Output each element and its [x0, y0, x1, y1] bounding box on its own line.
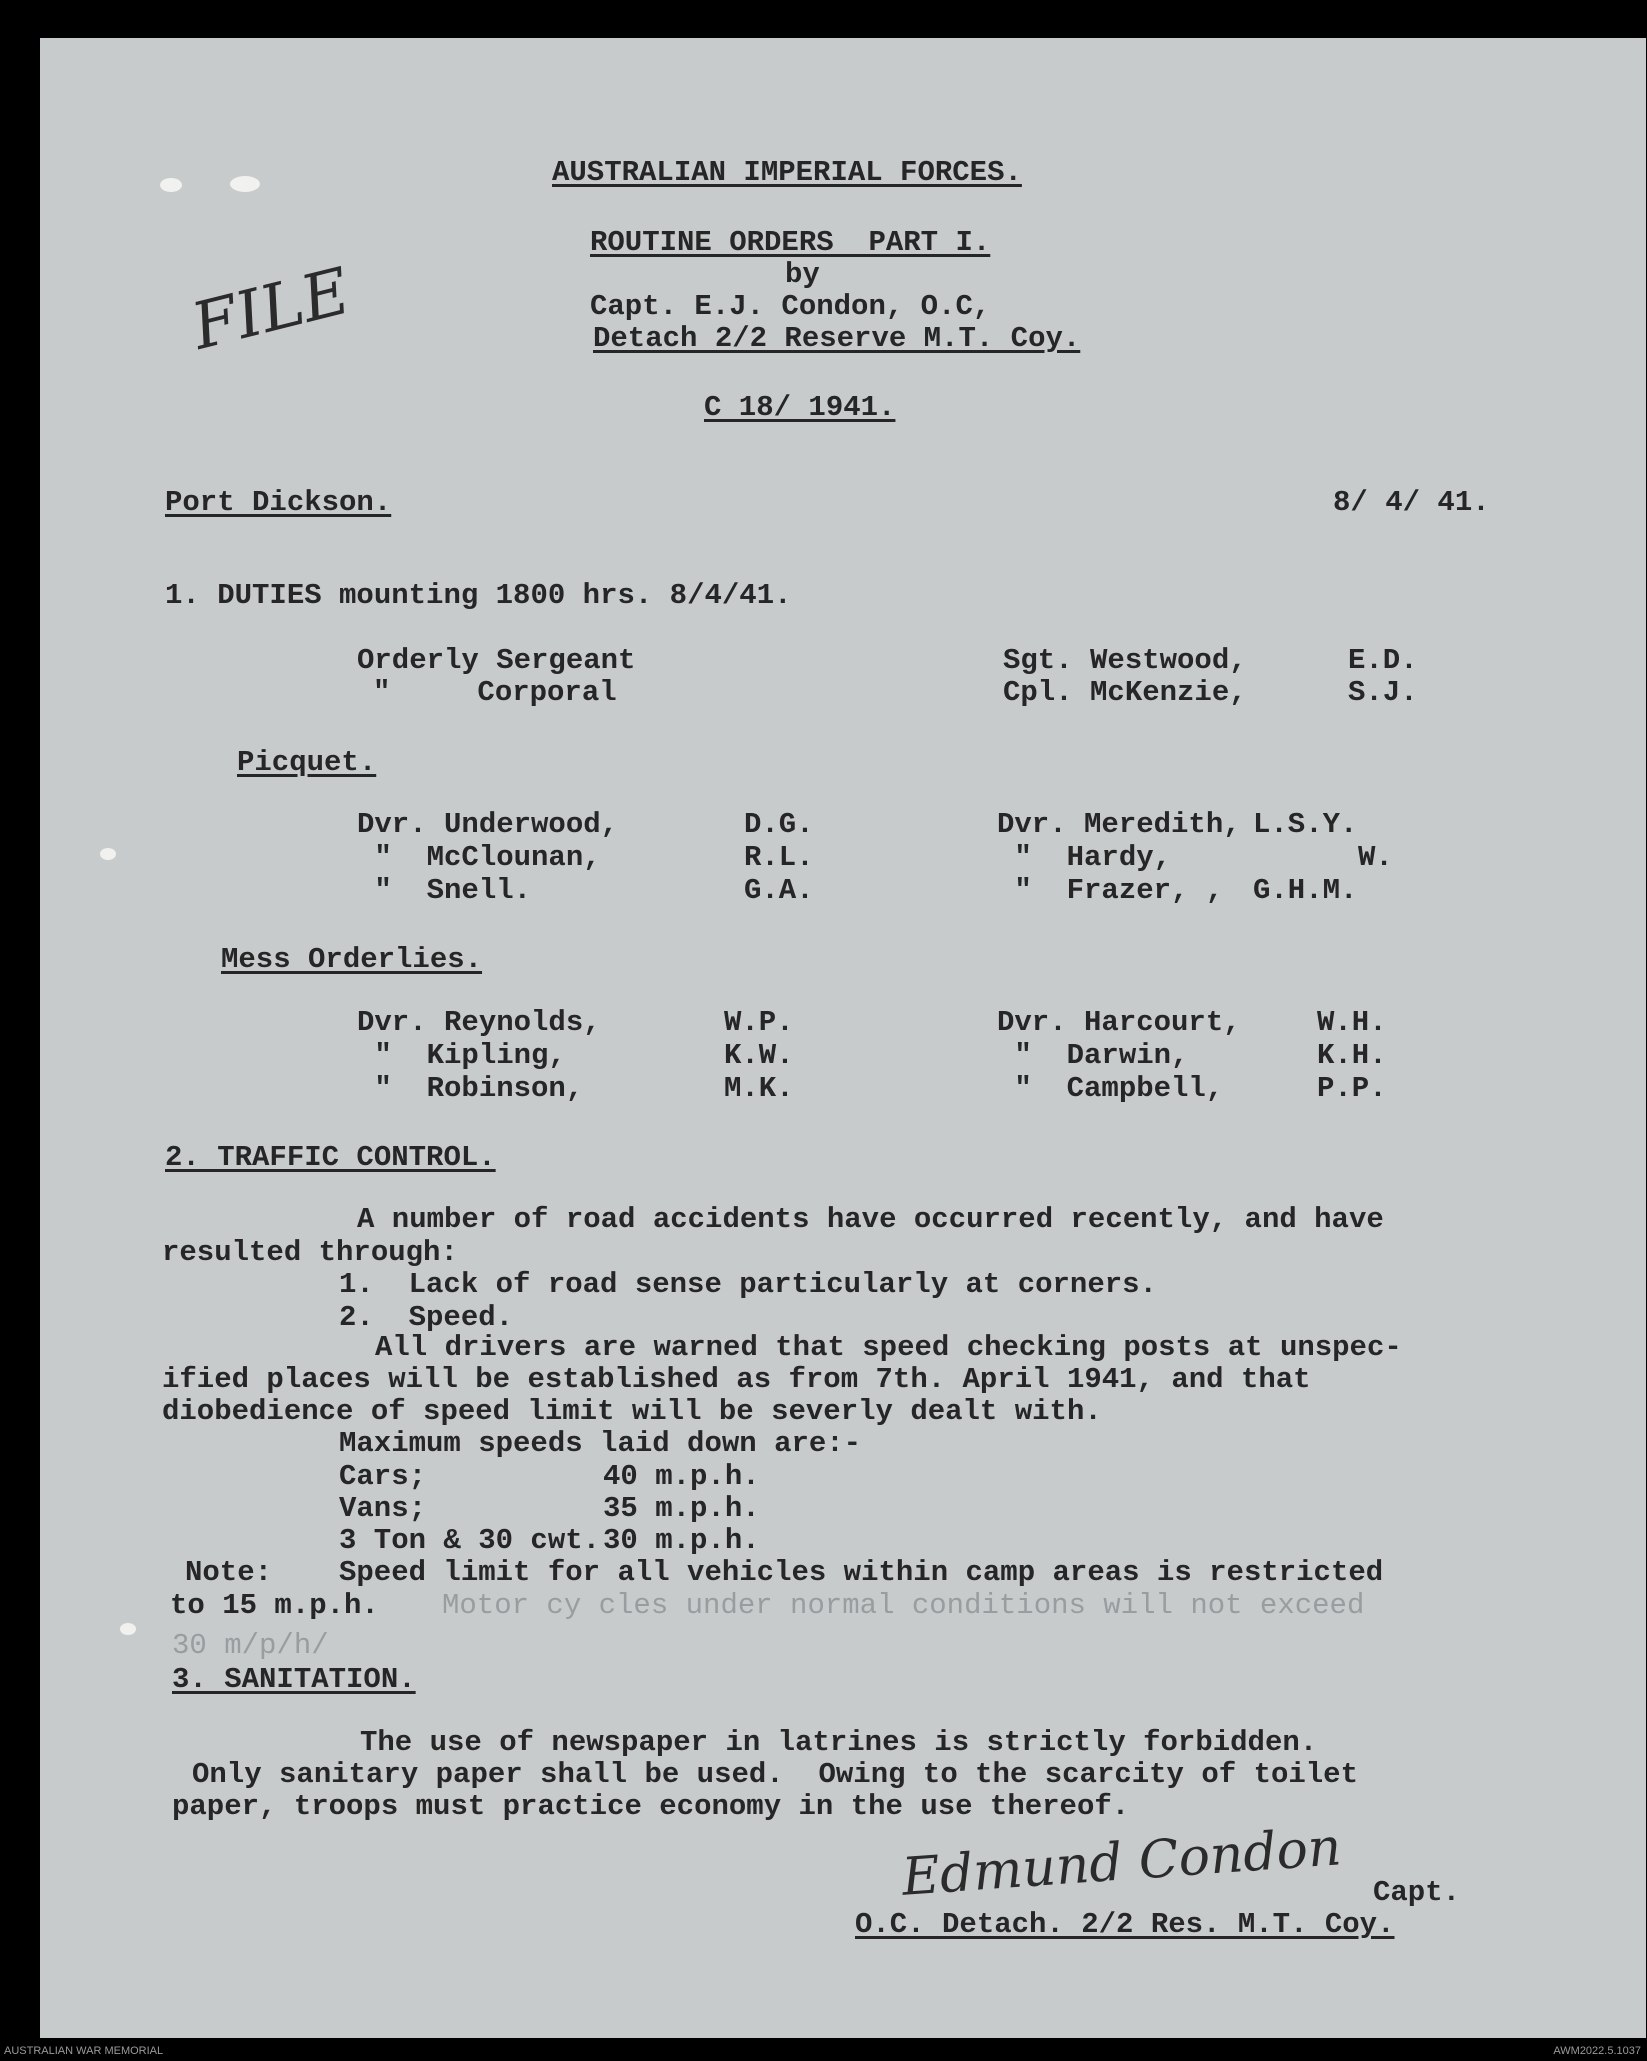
- speed-vehicle: 3 Ton & 30 cwt.: [339, 1524, 601, 1557]
- paragraph-line: The use of newspaper in latrines is strictly forbidden.: [360, 1726, 1318, 1759]
- mess-name: " Robinson,: [357, 1072, 584, 1105]
- speeds-intro: Maximum speeds laid down are:-: [339, 1427, 862, 1460]
- picquet-initials: D.G.: [744, 808, 814, 841]
- paragraph-line: paper, troops must practice economy in the use thereof.: [172, 1790, 1130, 1823]
- author-line: Capt. E.J. Condon, O.C,: [590, 290, 991, 323]
- mess-name: Dvr. Reynolds,: [357, 1006, 601, 1039]
- signature-rank: Capt.: [1373, 1876, 1461, 1909]
- paragraph-line: A number of road accidents have occurred recently, and have: [357, 1203, 1384, 1236]
- footer-accession: AWM2022.5.1037: [1553, 2045, 1641, 2057]
- section2-heading: 2. TRAFFIC CONTROL.: [165, 1141, 496, 1174]
- duty-name: Sgt. Westwood,: [1003, 644, 1247, 677]
- note-line: to 15 m.p.h.: [170, 1589, 379, 1622]
- picquet-initials: W.: [1358, 841, 1393, 874]
- mess-initials: K.H.: [1317, 1039, 1387, 1072]
- paragraph-line: ified places will be established as from 7th. April 1941, and that: [162, 1363, 1311, 1396]
- punch-hole: [120, 1623, 136, 1635]
- picquet-name: " Snell.: [357, 874, 532, 907]
- order-number: C 18/ 1941.: [704, 391, 896, 424]
- picquet-name: " McClounan,: [357, 841, 601, 874]
- note-line-faint: 30 m/p/h/: [172, 1629, 329, 1662]
- paragraph-line: Only sanitary paper shall be used. Owing to the scarcity of toilet: [192, 1758, 1358, 1791]
- speed-vehicle: Vans;: [339, 1492, 427, 1525]
- document-title: AUSTRALIAN IMPERIAL FORCES.: [552, 156, 1022, 189]
- mess-name: " Campbell,: [997, 1072, 1224, 1105]
- document-page: [40, 38, 1646, 2038]
- picquet-initials: G.H.M.: [1253, 874, 1358, 907]
- speed-limit: 30 m.p.h.: [603, 1524, 760, 1557]
- paragraph-line: diobedience of speed limit will be severly dealt with.: [162, 1395, 1102, 1428]
- mess-heading: Mess Orderlies.: [221, 943, 483, 976]
- place: Port Dickson.: [165, 486, 392, 519]
- signature: Edmund Condon: [900, 1817, 1344, 1908]
- mess-initials: P.P.: [1317, 1072, 1387, 1105]
- picquet-initials: R.L.: [744, 841, 814, 874]
- mess-initials: W.H.: [1317, 1006, 1387, 1039]
- note-label: Note:: [185, 1556, 273, 1589]
- speed-limit: 35 m.p.h.: [603, 1492, 760, 1525]
- mess-name: Dvr. Harcourt,: [997, 1006, 1241, 1039]
- paragraph-line: resulted through:: [162, 1236, 458, 1269]
- duty-name: Cpl. McKenzie,: [1003, 676, 1247, 709]
- section3-heading: 3. SANITATION.: [172, 1663, 416, 1696]
- picquet-name: Dvr. Underwood,: [357, 808, 619, 841]
- duty-role: " Corporal: [373, 676, 617, 709]
- paragraph-line: All drivers are warned that speed checking posts at unspec-: [375, 1331, 1402, 1364]
- picquet-name: " Hardy,: [997, 841, 1172, 874]
- date: 8/ 4/ 41.: [1333, 486, 1490, 519]
- speed-limit: 40 m.p.h.: [603, 1460, 760, 1493]
- duty-role: Orderly Sergeant: [357, 644, 636, 677]
- mess-name: " Darwin,: [997, 1039, 1189, 1072]
- note-line: Speed limit for all vehicles within camp areas is restricted: [339, 1556, 1384, 1589]
- mess-initials: W.P.: [724, 1006, 794, 1039]
- mess-initials: K.W.: [724, 1039, 794, 1072]
- mess-name: " Kipling,: [357, 1039, 566, 1072]
- file-note: FILE: [185, 254, 358, 365]
- punch-hole: [100, 848, 116, 860]
- list-item: 2. Speed.: [339, 1301, 514, 1334]
- section1-heading: 1. DUTIES mounting 1800 hrs. 8/4/41.: [165, 579, 792, 612]
- picquet-heading: Picquet.: [237, 746, 377, 779]
- signature-unit: O.C. Detach. 2/2 Res. M.T. Coy.: [855, 1908, 1395, 1941]
- note-line-faint: Motor cy cles under normal conditions will not exceed: [442, 1589, 1365, 1622]
- picquet-initials: G.A.: [744, 874, 814, 907]
- punch-hole: [230, 176, 260, 192]
- unit-line: Detach 2/2 Reserve M.T. Coy.: [593, 322, 1081, 355]
- by-line: by: [785, 258, 820, 291]
- footer-credit: AUSTRALIAN WAR MEMORIAL: [4, 2045, 164, 2057]
- mess-initials: M.K.: [724, 1072, 794, 1105]
- document-subtitle: ROUTINE ORDERS PART I.: [590, 226, 991, 259]
- punch-hole: [160, 178, 182, 192]
- duty-initials: S.J.: [1348, 676, 1418, 709]
- picquet-initials: L.S.Y.: [1253, 808, 1358, 841]
- duty-initials: E.D.: [1348, 644, 1418, 677]
- picquet-name: Dvr. Meredith,: [997, 808, 1241, 841]
- speed-vehicle: Cars;: [339, 1460, 427, 1493]
- list-item: 1. Lack of road sense particularly at corners.: [339, 1268, 1157, 1301]
- picquet-name: " Frazer, ,: [997, 874, 1224, 907]
